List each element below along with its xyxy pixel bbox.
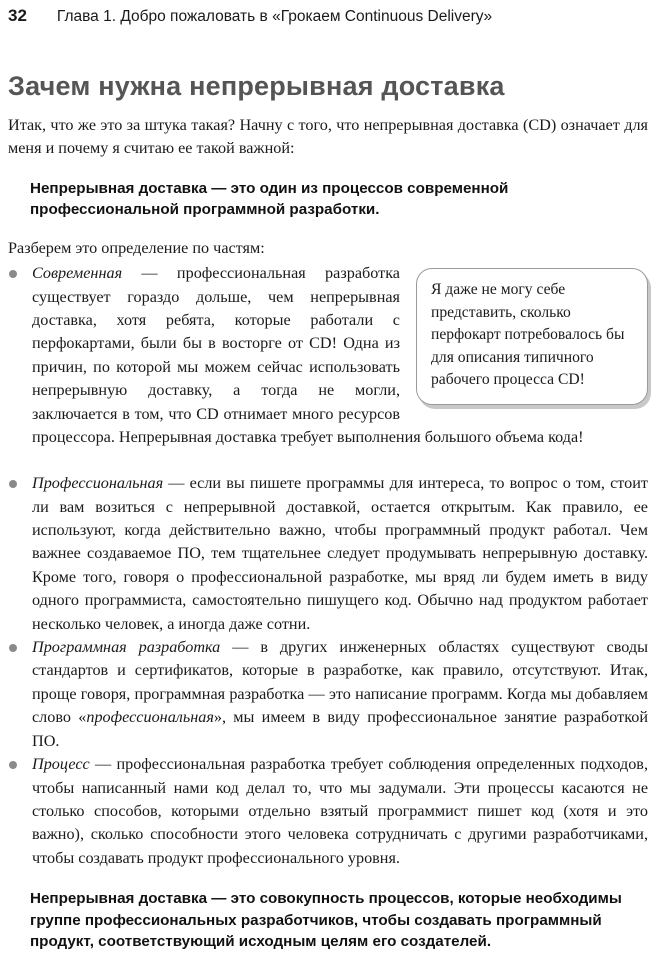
bullet-icon xyxy=(9,761,17,769)
list-item-text-end: », мы имеем в виду профессиональное занятие разработкой ПО. xyxy=(32,708,648,750)
list-item-term: Программная разработка xyxy=(32,638,221,657)
list-item-term: Процесс xyxy=(32,755,90,774)
lead-in-paragraph: Разберем это определение по частям: xyxy=(8,238,265,257)
definition-callout-1: Непрерывная доставка — это один из процессов современной профессиональной программной разработки. xyxy=(30,179,509,219)
list-item-text: — в других инженерных областях существуют своды стандартов и сертификатов, которые в разработке, как правило, отсутствуют. Итак, проще говоря, программная разработка — это написание программ. Когда мы добавляем слово « xyxy=(32,638,648,727)
bullet-icon xyxy=(9,644,17,652)
section-title: Зачем нужна непрерывная доставка xyxy=(8,71,505,101)
list-item-text: — профессиональная разработка требует соблюдения определенных подходов, чтобы написанный нами код делал то, что мы задумали. Эти процессы касаются не столько способов, которыми отдельно взятый программист пишет код (хотя и это важно), сколько способности этого человека сотрудничать с другими разработчиками, чтобы создавать продукт профессионального уровня. xyxy=(32,755,648,867)
intro-paragraph: Итак, что же это за штука такая? Начну с того, что непрерывная доставка (CD) означает для меня и почему я считаю ее такой важной: xyxy=(8,116,648,158)
list-item xyxy=(8,636,648,753)
list-item-term: Профессиональная xyxy=(32,474,164,493)
list-item xyxy=(8,472,648,636)
definition-callout-2: Непрерывная доставка — это совокупность процессов, которые необходимы группе профессиональных разработчиков, чтобы создавать программный продукт, соответствующий исходным целям его создателей. xyxy=(30,890,622,951)
sidebar-note: Я даже не могу себе представить, сколько перфокарт потребовалось бы для описания типичного рабочего процесса CD! xyxy=(416,268,648,405)
bullet-icon xyxy=(9,270,17,278)
definition-breakdown-list xyxy=(8,262,648,870)
list-item xyxy=(8,262,648,472)
list-item-text: — профессиональная разработка существует гораздо дольше, чем непрерывная доставка, хотя ребята, которые работали с перфокартами, были бы в восторге от CD! Одна из причин, по которой мы можем сейчас использовать непрерывную доставку, а тогда не могли, заключается в том, что CD отнимает много ресурсов процессора. Непрерывная доставка требует выполнения большого объема кода! xyxy=(32,264,584,447)
list-item-term: Современная xyxy=(32,264,123,283)
running-header xyxy=(8,0,648,32)
list-item xyxy=(8,753,648,870)
running-title: Глава 1. Добро пожаловать в «Грокаем Continuous Delivery» xyxy=(56,8,493,25)
list-item-emphasis: профессиональная xyxy=(86,708,214,727)
page-number: 32 xyxy=(8,6,27,25)
list-item-text: — если вы пишете программы для интереса, то вопрос о том, стоит ли вам возиться с непрерывной доставкой, остается открытым. Как правило, ее используют, когда действительно важно, чтобы программный продукт работал. Чем важнее создаваемое ПО, тем тщательнее следует продумывать непрерывную доставку. Кроме того, говоря о профессиональной разработке, мы вряд ли будем иметь в виду одного программиста, самостоятельно пишущего код. Обычно над продуктом работает несколько человек, а иногда даже сотни. xyxy=(32,474,648,633)
bullet-icon xyxy=(9,480,17,488)
